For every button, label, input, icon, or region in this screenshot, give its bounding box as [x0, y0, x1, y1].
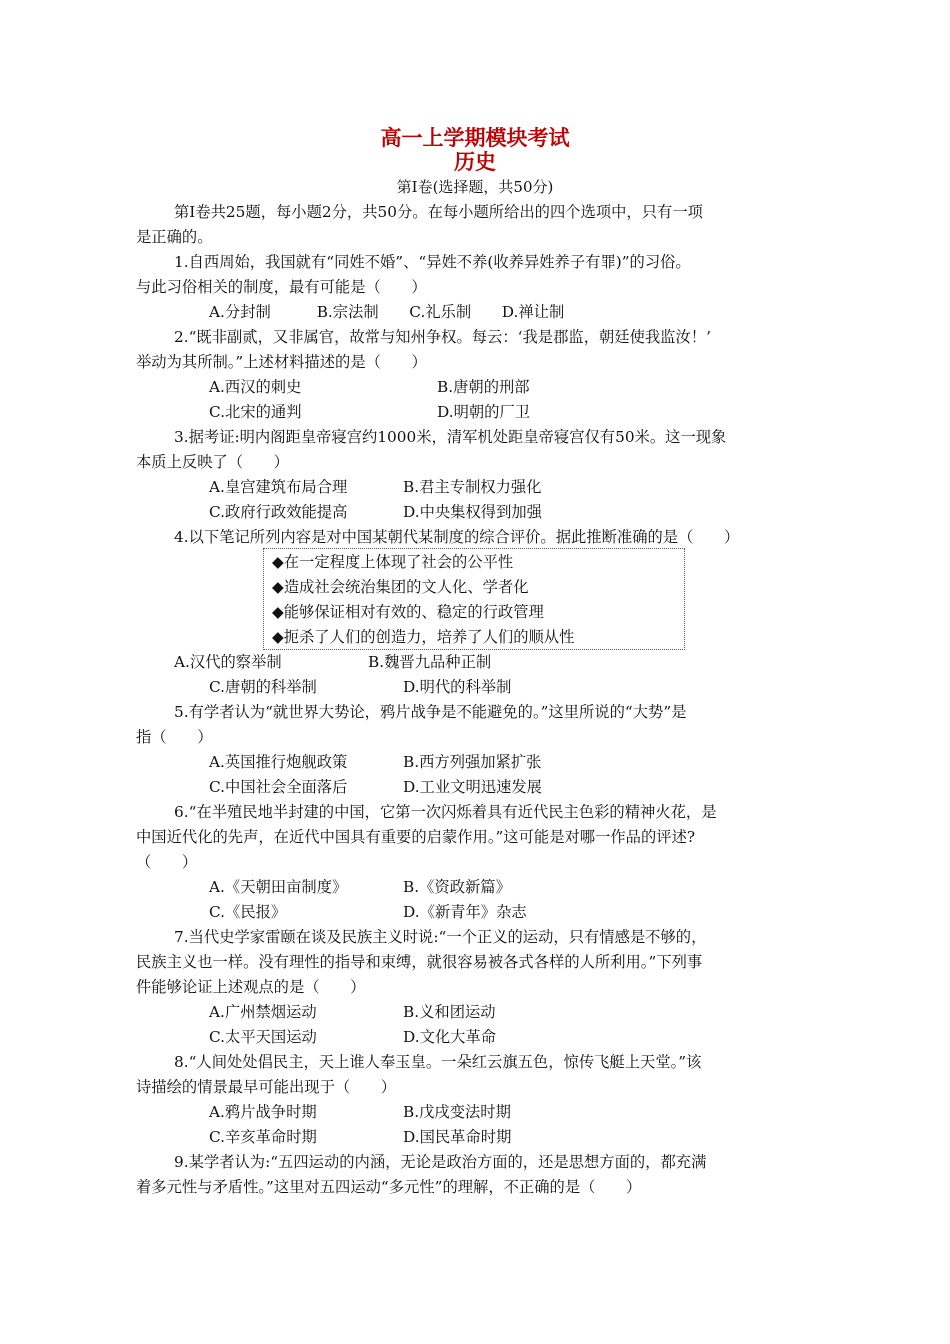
q4-option-b: B.魏晋九品种正制 — [368, 653, 492, 671]
q3-option-c: C.政府行政效能提高 — [209, 503, 348, 521]
exam-title: 高一上学期模块考试 — [380, 125, 570, 150]
note-item: ◆扼杀了人们的创造力，培养了人们的顺从性 — [272, 628, 575, 646]
q8-option-d: D.国民革命时期 — [403, 1128, 512, 1146]
q8-option-c: C.辛亥革命时期 — [209, 1128, 317, 1146]
q6-option-a: A.《天朝田亩制度》 — [209, 878, 348, 896]
q8-stem: 诗描绘的情景最早可能出现于（ ） — [136, 1078, 397, 1096]
q4-stem: 4.以下笔记所列内容是对中国某朝代某制度的综合评价。据此推断准确的是（ ） — [174, 528, 740, 546]
q4-option-c: C.唐朝的科举制 — [209, 678, 317, 696]
q5-option-b: B.西方列强加紧扩张 — [403, 753, 542, 771]
q3-option-d: D.中央集权得到加强 — [403, 503, 542, 521]
q8-stem: 8.“人间处处倡民主，天上谁人奉玉皇。一朵红云旗五色，惊传飞艇上天堂。”该 — [174, 1053, 702, 1071]
q6-stem: 中国近代化的先声，在近代中国具有重要的启蒙作用。”这可能是对哪一作品的评述? — [136, 828, 696, 846]
q5-option-d: D.工业文明迅速发展 — [403, 778, 542, 796]
note-item: ◆能够保证相对有效的、稳定的行政管理 — [272, 603, 544, 621]
q7-stem: 民族主义也一样。没有理性的指导和束缚，就很容易被各式各样的人所利用。”下列事 — [136, 953, 703, 971]
section-title: 第Ⅰ卷(选择题，共50分) — [396, 178, 554, 196]
q2-option-d: D.明朝的厂卫 — [437, 403, 531, 421]
q2-option-a: A.西汉的刺史 — [209, 378, 302, 396]
q5-option-a: A.英国推行炮舰政策 — [209, 753, 348, 771]
q1-stem: 与此习俗相关的制度，最有可能是（ ） — [136, 278, 427, 296]
q6-option-c: C.《民报》 — [209, 903, 287, 921]
q7-stem: 件能够论证上述观点的是（ ） — [136, 978, 366, 996]
q2-stem: 举动为其所制。”上述材料描述的是（ ） — [136, 353, 427, 371]
q2-option-c: C.北宋的通判 — [209, 403, 302, 421]
q7-option-c: C.太平天国运动 — [209, 1028, 317, 1046]
q6-stem: （ ） — [136, 853, 198, 871]
q8-option-a: A.鸦片战争时期 — [209, 1103, 317, 1121]
note-item: ◆造成社会统治集团的文人化、学者化 — [272, 578, 529, 596]
q5-option-c: C.中国社会全面落后 — [209, 778, 348, 796]
q2-option-b: B.唐朝的刑部 — [437, 378, 530, 396]
q9-stem: 9.某学者认为:“五四运动的内涵，无论是政治方面的，还是思想方面的，都充满 — [174, 1153, 707, 1171]
q6-option-b: B.《资政新篇》 — [403, 878, 511, 896]
note-item: ◆在一定程度上体现了社会的公平性 — [272, 553, 514, 571]
subject-title: 历史 — [454, 149, 496, 174]
q5-stem: 5.有学者认为“就世界大势论，鸦片战争是不能避免的。”这里所说的“大势”是 — [174, 703, 687, 721]
q6-option-d: D.《新青年》杂志 — [403, 903, 527, 921]
q7-option-b: B.义和团运动 — [403, 1003, 496, 1021]
q2-stem: 2.“既非副贰，又非属官，故常与知州争权。每云：‘我是郡监，朝廷使我监汝！’ — [174, 328, 711, 346]
q3-stem: 3.据考证:明内阁距皇帝寝宫约1000米，清军机处距皇帝寝宫仅有50米。这一现象 — [174, 428, 727, 446]
q1-options: A.分封制 B.宗法制 C.礼乐制 D.禅让制 — [209, 303, 565, 321]
q7-stem: 7.当代史学家雷颐在谈及民族主义时说:“一个正义的运动，只有情感是不够的， — [174, 928, 707, 946]
q6-stem: 6.“在半殖民地半封建的中国，它第一次闪烁着具有近代民主色彩的精神火花，是 — [174, 803, 717, 821]
q8-option-b: B.戊戌变法时期 — [403, 1103, 511, 1121]
instructions-line: 第Ⅰ卷共25题，每小题2分，共50分。在每小题所给出的四个选项中，只有一项 — [174, 203, 703, 221]
q7-option-d: D.文化大革命 — [403, 1028, 497, 1046]
q4-option-a: A.汉代的察举制 — [174, 653, 282, 671]
q7-option-a: A.广州禁烟运动 — [209, 1003, 317, 1021]
q3-option-a: A.皇宫建筑布局合理 — [209, 478, 348, 496]
q5-stem: 指（ ） — [136, 728, 213, 746]
q3-stem: 本质上反映了（ ） — [136, 453, 289, 471]
q1-stem: 1.自西周始，我国就有“同姓不婚”、“异姓不养(收养异姓养子有罪)”的习俗。 — [174, 253, 691, 271]
q9-stem: 着多元性与矛盾性。”这里对五四运动“多元性”的理解，不正确的是（ ） — [136, 1178, 642, 1196]
q4-option-d: D.明代的科举制 — [403, 678, 512, 696]
q3-option-b: B.君主专制权力强化 — [403, 478, 542, 496]
instructions-line: 是正确的。 — [136, 228, 213, 246]
